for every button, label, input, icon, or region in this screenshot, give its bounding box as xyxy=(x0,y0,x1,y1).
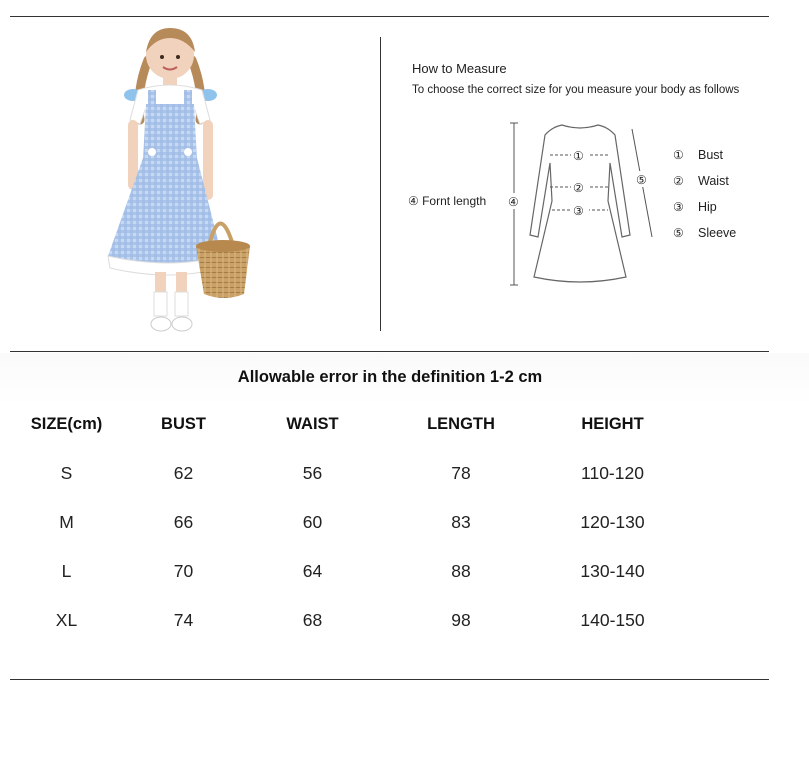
cell-size: XL xyxy=(55,610,78,630)
top-rule xyxy=(10,16,769,17)
legend-label: Waist xyxy=(698,174,729,188)
length-marker: ④ xyxy=(508,195,519,209)
cell-length: 88 xyxy=(451,561,471,581)
product-photo xyxy=(100,20,270,345)
cell-waist: 56 xyxy=(302,463,323,483)
header-height: HEIGHT xyxy=(581,415,644,433)
cell-waist: 64 xyxy=(302,561,323,581)
cell-height: 140-150 xyxy=(580,610,645,630)
legend-label: Sleeve xyxy=(698,226,737,240)
middle-rule xyxy=(10,351,769,352)
front-length-label: ④ Fornt length xyxy=(408,194,487,208)
size-table xyxy=(10,400,684,645)
table-row xyxy=(10,449,684,498)
cell-size: S xyxy=(60,463,73,483)
cell-bust: 66 xyxy=(173,512,194,532)
cell-length: 78 xyxy=(451,463,471,483)
hip-marker: ③ xyxy=(573,204,584,218)
vertical-divider xyxy=(380,37,381,331)
table-row xyxy=(10,596,684,645)
measure-title: How to Measure xyxy=(412,61,507,76)
cell-waist: 60 xyxy=(302,512,323,532)
header-size: SIZE(cm) xyxy=(30,415,103,433)
table-row xyxy=(10,498,684,547)
table-row xyxy=(10,547,684,596)
legend-item-waist xyxy=(673,174,729,188)
cell-length: 98 xyxy=(451,610,471,630)
sleeve-marker: ⑤ xyxy=(636,173,647,187)
measure-subtitle: To choose the correct size for you measure your body as follows xyxy=(412,84,740,96)
cell-bust: 62 xyxy=(173,463,194,483)
cell-height: 110-120 xyxy=(581,463,644,483)
cell-size: M xyxy=(59,512,74,532)
legend-item-hip xyxy=(673,200,717,214)
cell-size: L xyxy=(61,561,72,581)
bottom-rule xyxy=(10,679,769,680)
bust-marker: ① xyxy=(573,149,584,163)
header-bust: BUST xyxy=(161,415,206,433)
allowable-error-note: Allowable error in the definition 1-2 cm xyxy=(237,368,543,386)
legend-num: ① xyxy=(673,148,684,162)
legend-num: ② xyxy=(673,174,684,188)
cell-bust: 74 xyxy=(173,610,194,630)
cell-bust: 70 xyxy=(173,561,194,581)
legend-num: ③ xyxy=(673,200,684,214)
cell-waist: 68 xyxy=(302,610,323,630)
legend-num: ⑤ xyxy=(673,226,684,240)
header-waist: WAIST xyxy=(286,415,339,433)
waist-marker: ② xyxy=(573,181,584,195)
legend-item-sleeve xyxy=(673,226,736,240)
legend-item-bust xyxy=(673,148,724,162)
legend-label: Bust xyxy=(698,148,724,162)
cell-height: 130-140 xyxy=(580,561,645,581)
cell-height: 120-130 xyxy=(580,512,645,532)
measurement-diagram xyxy=(400,115,760,295)
header-length: LENGTH xyxy=(427,415,495,433)
cell-length: 83 xyxy=(451,512,471,532)
table-header-row xyxy=(10,400,684,449)
legend-label: Hip xyxy=(698,200,717,214)
